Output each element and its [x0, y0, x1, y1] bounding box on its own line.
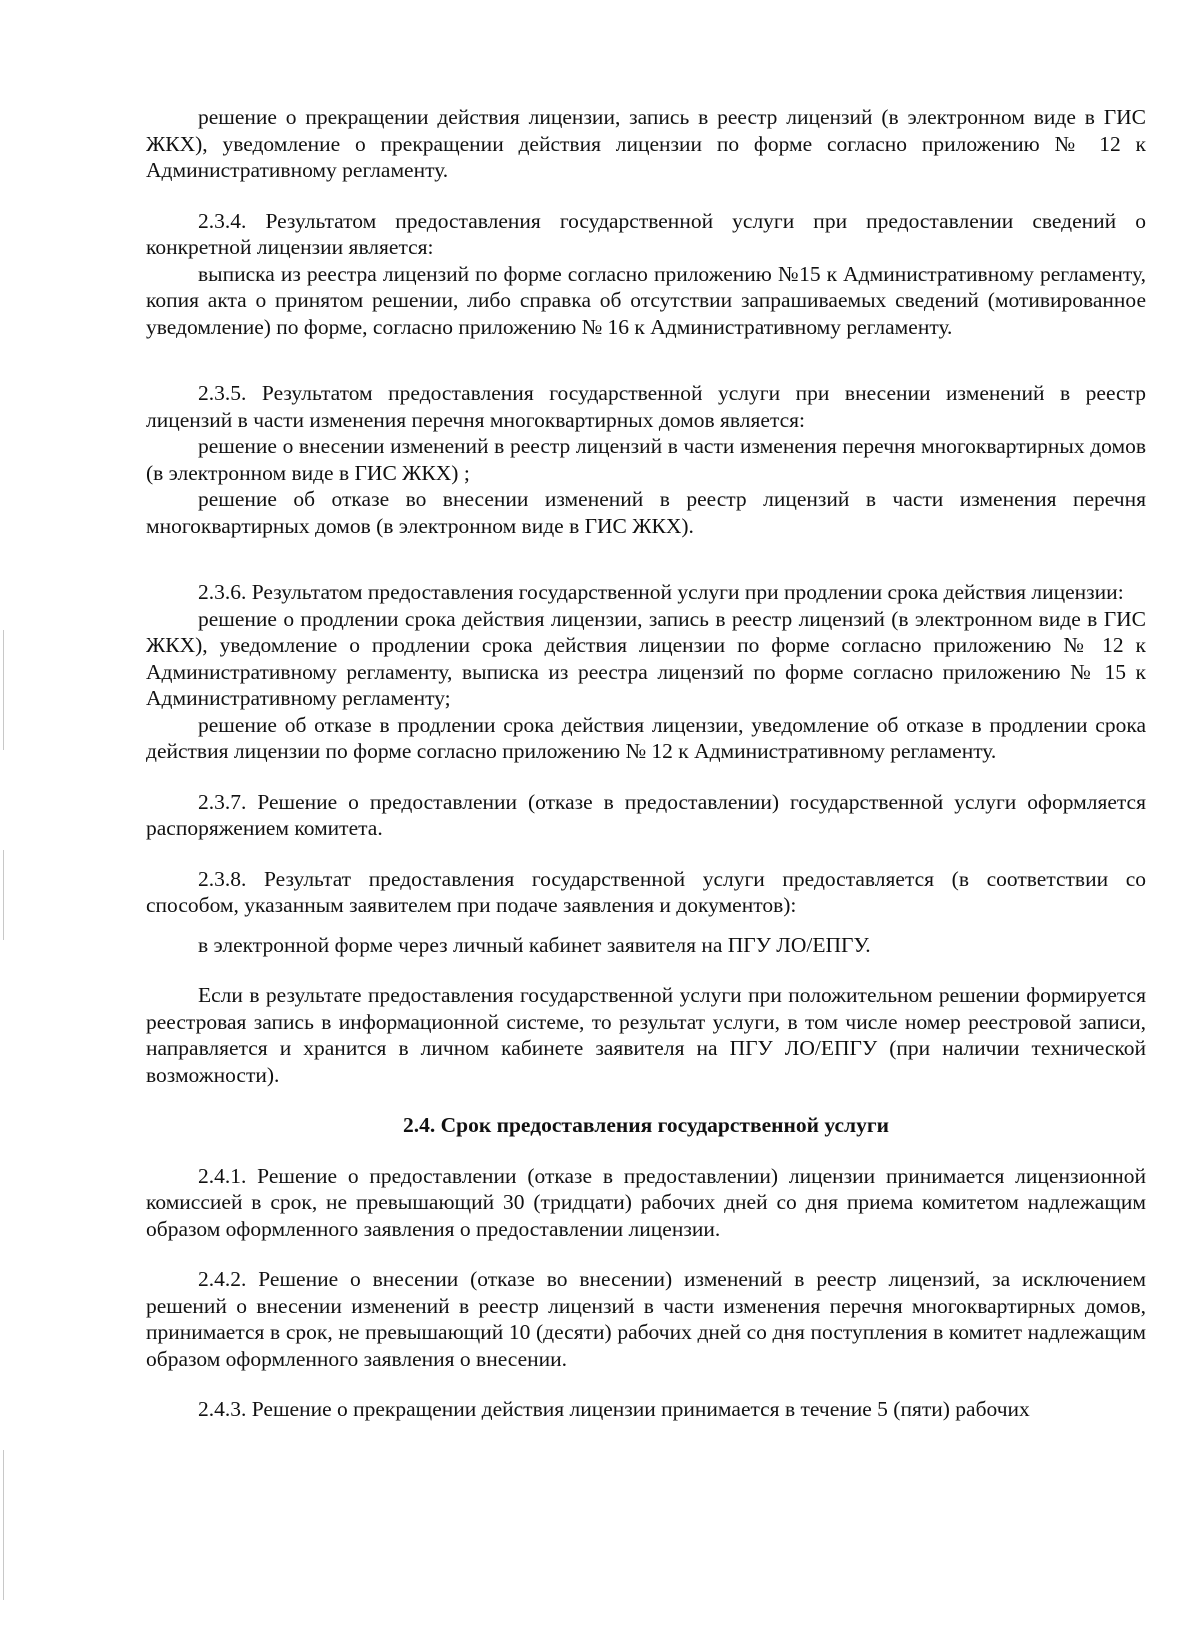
- paragraph-2-3-6: 2.3.6. Результатом предоставления государственной услуги при продлении срока действия лицензии:: [198, 580, 1124, 604]
- section-heading-2-4: 2.4. Срок предоставления государственной услуги: [402, 1113, 890, 1137]
- paragraph-2-4-2: 2.4.2. Решение о внесении (отказе во внесении) изменений в реестр лицензий, за исключением решений о внесении изменений в реестр лицензий в части изменения перечня многоквартирных домов, принимается в срок, не превышающий 10 (десяти) рабочих дней со дня поступления в комитет надлежащим образом оформленного заявления о внесении.: [146, 1267, 1146, 1371]
- paragraph-registry-record: Если в результате предоставления государственной услуги при положительном решении формируется реестровая запись в информационной системе, то результат услуги, в том числе номер реестровой записи, направляется и хранится в личном кабинете заявителя на ПГУ ЛО/ЕПГУ (при наличии технической возможности).: [146, 983, 1146, 1087]
- paragraph-electronic-form: в электронной форме через личный кабинет заявителя на ПГУ ЛО/ЕПГУ.: [198, 932, 871, 957]
- paragraph-2-3-8: 2.3.8. Результат предоставления государственной услуги предоставляется (в соответствии со способом, указанным заявителем при подаче заявления и документов):: [146, 866, 1146, 917]
- paragraph-2-3-7: 2.3.7. Решение о предоставлении (отказе в предоставлении) государственной услуги оформляется распоряжением комитета.: [146, 789, 1146, 840]
- paragraph-registry-extract: выписка из реестра лицензий по форме согласно приложению №15 к Административному регламенту, копия акта о принятом решении, либо справка об отсутствии запрашиваемых сведений (мотивированное уведомление) по форме, согласно приложению № 16 к Административному регламенту.: [146, 261, 1146, 339]
- scan-edge-mark: [3, 630, 4, 750]
- document-page: [146, 104, 1146, 1423]
- paragraph-2-4-1: 2.4.1. Решение о предоставлении (отказе в предоставлении) лицензии принимается лицензионной комиссией в срок, не превышающий 30 (тридцати) рабочих дней со дня приема комитетом надлежащим образом оформленного заявления о предоставлении лицензии.: [146, 1163, 1146, 1241]
- paragraph-extension-decision: решение о продлении срока действия лицензии, запись в реестр лицензий (в электронном виде в ГИС ЖКХ), уведомление о продлении срока действия лицензии по форме согласно приложению № 12 к Административному регламенту, выписка из реестра лицензий по форме согласно приложению № 15 к Административному регламенту;: [146, 606, 1146, 710]
- paragraph-2-3-4: 2.3.4. Результатом предоставления государственной услуги при предоставлении сведений о конкретной лицензии является:: [146, 208, 1146, 259]
- paragraph-amendment-refusal: решение об отказе во внесении изменений в реестр лицензий в части изменения перечня многоквартирных домов (в электронном виде в ГИС ЖКХ).: [146, 487, 1146, 538]
- scan-edge-mark: [3, 1450, 4, 1600]
- paragraph-termination-result: решение о прекращении действия лицензии, запись в реестр лицензий (в электронном виде в ГИС ЖКХ), уведомление о прекращении действия лицензии по форме согласно приложению № 12 к Административному регламенту.: [146, 105, 1146, 182]
- paragraph-2-4-3: 2.4.3. Решение о прекращении действия лицензии принимается в течение 5 (пяти) рабочих: [198, 1397, 1030, 1421]
- scan-edge-mark: [3, 850, 4, 940]
- paragraph-extension-refusal: решение об отказе в продлении срока действия лицензии, уведомление об отказе в продлении срока действия лицензии по форме согласно приложению № 12 к Административному регламенту.: [146, 712, 1146, 763]
- paragraph-amendment-decision: решение о внесении изменений в реестр лицензий в части изменения перечня многоквартирных домов (в электронном виде в ГИС ЖКХ) ;: [146, 434, 1146, 485]
- paragraph-2-3-5: 2.3.5. Результатом предоставления государственной услуги при внесении изменений в реестр лицензий в части изменения перечня многоквартирных домов является:: [146, 381, 1146, 432]
